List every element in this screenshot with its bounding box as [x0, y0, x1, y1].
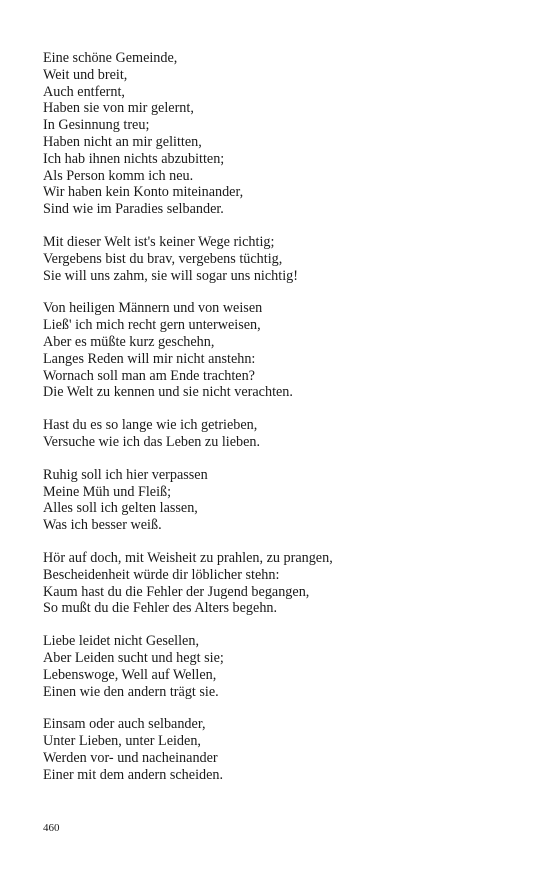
poem-line: Alles soll ich gelten lassen,: [43, 500, 198, 517]
poem-line: Wornach soll man am Ende trachten?: [43, 367, 255, 384]
poem-line: Auch entfernt,: [43, 83, 125, 100]
poem-line: Liebe leidet nicht Gesellen,: [43, 633, 200, 650]
stanza: [43, 300, 523, 401]
poem-line: Langes Reden will mir nicht anstehn:: [43, 350, 256, 367]
page-number: 460: [43, 822, 60, 834]
stanza: [43, 234, 523, 284]
poem-line: Unter Lieben, unter Leiden,: [43, 733, 201, 750]
poem-line: Werden vor- und nacheinander: [43, 749, 218, 766]
poem-line: Als Person komm ich neu.: [43, 167, 194, 184]
poem-line: Sind wie im Paradies selbander.: [43, 201, 224, 218]
poem-line: Die Welt zu kennen und sie nicht verachten.: [43, 384, 293, 401]
stanza: [43, 467, 523, 534]
poem-line: Ich hab ihnen nichts abzubitten;: [43, 150, 225, 167]
poem-line: Mit dieser Welt ist's keiner Wege richtig;: [43, 233, 275, 250]
poem-line: Ließ' ich mich recht gern unterweisen,: [43, 317, 261, 334]
poem-line: Weit und breit,: [43, 66, 128, 83]
poem-line: Einsam oder auch selbander,: [43, 716, 206, 733]
poem-line: Wir haben kein Konto miteinander,: [43, 184, 244, 201]
poem-line: Einen wie den andern trägt sie.: [43, 683, 219, 700]
poem-line: In Gesinnung treu;: [43, 117, 150, 134]
stanza: [43, 633, 523, 700]
poem-line: Hör auf doch, mit Weisheit zu prahlen, zu prangen,: [43, 549, 333, 566]
poem-line: So mußt du die Fehler des Alters begehn.: [43, 600, 278, 617]
poem-line: Sie will uns zahm, sie will sogar uns nichtig!: [43, 267, 298, 284]
poem-line: Von heiligen Männern und von weisen: [43, 300, 263, 317]
poem-line: Kaum hast du die Fehler der Jugend begangen,: [43, 583, 310, 600]
poem-line: Lebenswoge, Well auf Wellen,: [43, 666, 217, 683]
poem-line: Eine schöne Gemeinde,: [43, 50, 178, 66]
stanza: [43, 417, 523, 451]
poem-line: Aber Leiden sucht und hegt sie;: [43, 649, 224, 666]
poem-line: Ruhig soll ich hier verpassen: [43, 466, 208, 483]
stanza: [43, 50, 523, 218]
poem-line: Vergebens bist du brav, vergebens tüchtig,: [43, 250, 283, 267]
stanza: [43, 550, 523, 617]
poem-line: Aber es müßte kurz geschehn,: [43, 333, 215, 350]
poem-line: Was ich besser weiß.: [43, 517, 162, 534]
poem-body: [43, 50, 523, 799]
poem-line: Einer mit dem andern scheiden.: [43, 766, 224, 783]
poem-line: Versuche wie ich das Leben zu lieben.: [43, 433, 261, 450]
poem-line: Haben nicht an mir gelitten,: [43, 133, 202, 150]
poem-line: Hast du es so lange wie ich getrieben,: [43, 417, 258, 434]
poem-line: Meine Müh und Fleiß;: [43, 483, 172, 500]
poem-line: Bescheidenheit würde dir löblicher stehn:: [43, 566, 280, 583]
poem-line: Haben sie von mir gelernt,: [43, 100, 194, 117]
stanza: [43, 716, 523, 783]
